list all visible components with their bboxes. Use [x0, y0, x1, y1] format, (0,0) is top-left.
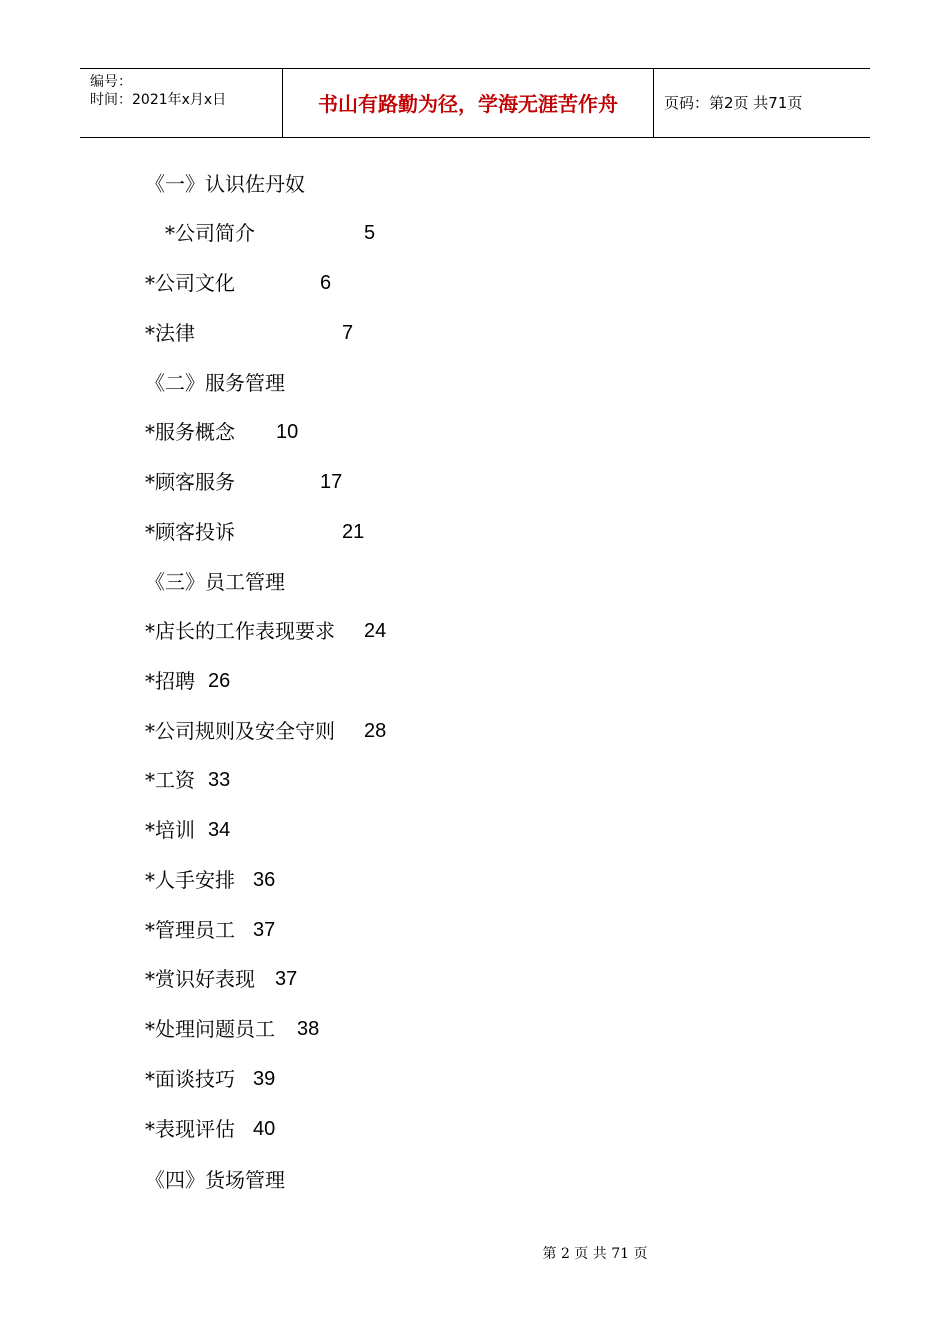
toc-item: *招聘 — [145, 669, 195, 693]
toc-item: *面谈技巧 — [145, 1067, 235, 1091]
toc-item: *法律 — [145, 321, 195, 345]
motto: 书山有路勤为径，学海无涯苦作舟 — [318, 92, 618, 116]
toc-item: *公司简介 — [165, 221, 255, 245]
toc-page-number: 28 — [364, 720, 387, 742]
toc-page-number: 24 — [364, 620, 387, 642]
toc-item: *工资 — [145, 768, 195, 792]
toc-section-1: 《一》认识佐丹奴 — [145, 172, 305, 196]
toc-item: *公司规则及安全守则 — [145, 719, 335, 743]
toc-page-number: 33 — [208, 769, 231, 791]
toc-item: *店长的工作表现要求 — [145, 619, 335, 643]
toc-item: *公司文化 — [145, 271, 235, 295]
header-meta-cell — [80, 69, 282, 137]
toc-item: *人手安排 — [145, 868, 235, 892]
toc-page-number: 10 — [276, 421, 299, 443]
toc-page-number: 37 — [253, 919, 276, 941]
toc-page-number: 17 — [320, 471, 343, 493]
toc-page-number: 5 — [364, 222, 376, 244]
toc-page-number: 39 — [253, 1068, 276, 1090]
toc-item: *赏识好表现 — [145, 967, 255, 991]
page-footer: 第 2 页 共 71 页 — [542, 1246, 648, 1262]
toc-item: *顾客服务 — [145, 470, 235, 494]
toc-item: *顾客投诉 — [145, 520, 235, 544]
page-info: 页码：第2页 共71页 — [664, 94, 803, 112]
toc-item: *服务概念 — [145, 420, 235, 444]
number-label: 编号： — [90, 74, 132, 90]
toc-item: *培训 — [145, 818, 195, 842]
header-motto-cell — [282, 69, 654, 137]
header-page-cell — [654, 69, 870, 137]
document-header — [80, 68, 870, 138]
toc-section-3: 《三》员工管理 — [145, 570, 285, 594]
toc-page-number: 6 — [320, 272, 332, 294]
toc-page-number: 40 — [253, 1118, 276, 1140]
toc-page-number: 34 — [208, 819, 231, 841]
toc-page-number: 37 — [275, 968, 298, 990]
toc-page-number: 26 — [208, 670, 231, 692]
toc-section-2: 《二》服务管理 — [145, 371, 285, 395]
time-label: 时间：2021年x月x日 — [90, 92, 227, 108]
toc-section-4: 《四》货场管理 — [145, 1168, 285, 1192]
toc-page-number: 38 — [297, 1018, 320, 1040]
toc-page-number: 36 — [253, 869, 276, 891]
toc-item: *表现评估 — [145, 1117, 235, 1141]
toc-page-number: 7 — [342, 322, 354, 344]
toc-page-number: 21 — [342, 521, 365, 543]
toc-item: *管理员工 — [145, 918, 235, 942]
toc-item: *处理问题员工 — [145, 1017, 275, 1041]
